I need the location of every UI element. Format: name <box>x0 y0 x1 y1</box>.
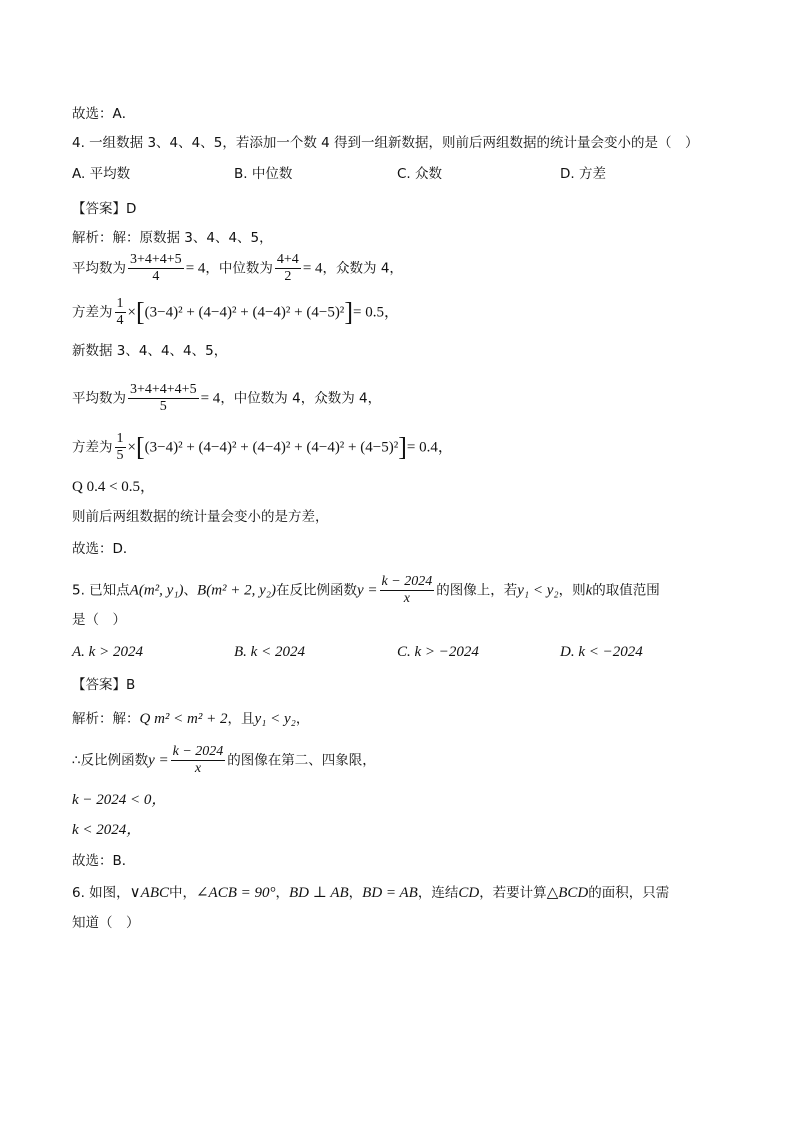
question-5-stem-cont: 是（ ） <box>72 612 126 628</box>
numerator: k − 2024 <box>381 574 433 589</box>
q5-option-d: D. k < −2024 <box>560 644 643 660</box>
text: 的图像在第二、四象限， <box>227 752 376 769</box>
q4-solution-line-2 <box>72 252 403 285</box>
q5-option-a: A. k > 2024 <box>72 644 143 660</box>
text: ，众数为 4， <box>322 260 403 277</box>
q4-option-a: A. 平均数 <box>72 166 131 182</box>
text: 6. 如图， <box>72 885 130 901</box>
denominator: 5 <box>116 448 124 464</box>
text: 平均数为 <box>72 390 126 407</box>
text: 的面积，只需 <box>588 885 670 901</box>
denominator: x <box>194 761 202 777</box>
q4-answer: 【答案】D <box>72 201 137 217</box>
math: Q m² < m² + 2 <box>139 711 228 727</box>
math: BD = AB <box>362 885 418 901</box>
numerator: 3+4+4+5 <box>130 252 182 267</box>
inequality: y₁ < y₂ <box>517 582 559 599</box>
math: BD ⊥ AB <box>289 885 349 901</box>
q5-solution-line-4: k < 2024， <box>72 822 142 838</box>
text: 解析：解： <box>72 711 140 727</box>
equals: = 4 <box>185 260 206 277</box>
denominator: 2 <box>284 269 292 285</box>
function-lhs: y = <box>148 752 169 769</box>
q4-option-c: C. 众数 <box>397 166 443 182</box>
q5-solution-line-5: 故选：B． <box>72 853 136 869</box>
text: ∴反比例函数 <box>72 752 149 769</box>
numerator: 1 <box>116 431 124 446</box>
text: ， <box>348 885 363 901</box>
text: 平均数为 <box>72 260 126 277</box>
q5-option-c: C. k > −2024 <box>397 644 479 660</box>
fraction <box>115 296 126 329</box>
numerator: k − 2024 <box>172 744 224 759</box>
q4-solution-line-1: 解析：解：原数据 3、4、4、5， <box>72 230 273 246</box>
text: ，则 <box>558 582 586 599</box>
text: 方差为 <box>72 304 113 321</box>
text: 的图像上，若 <box>436 582 518 599</box>
math: ∠ACB = 90° <box>195 885 276 901</box>
denominator: 4 <box>152 269 160 285</box>
variance-body: (3−4)² + (4−4)² + (4−4)² + (4−5)² <box>144 304 345 321</box>
q4-solution-line-7: Q 0.4 < 0.5， <box>72 479 156 495</box>
q5-option-b: B. k < 2024 <box>234 644 305 660</box>
text: ，且 <box>227 711 255 727</box>
math: ∨ABC <box>129 885 169 901</box>
text: ，中位数为 <box>205 260 273 277</box>
variance-result: = 0.5， <box>352 304 399 321</box>
numerator: 3+4+4+4+5 <box>130 382 197 397</box>
q4-solution-line-3: 方差为 $\frac{1}{4}$ ×[(3−4)² + (4−4)² + (4−4)² + (4−5)²]= 0.5， <box>72 296 399 329</box>
fraction <box>171 744 226 777</box>
equals: = 4 <box>302 260 323 277</box>
text: ，中位数为 4，众数为 4， <box>220 390 382 407</box>
text: 中， <box>168 885 196 901</box>
question-4-stem: 4. 一组数据 3、4、4、5，若添加一个数 4 得到一组新数据，则前后两组数据的统计量会变小的是（ ） <box>72 135 699 151</box>
q5-solution-line-3: k − 2024 < 0， <box>72 792 167 808</box>
math: △BCD <box>546 885 589 901</box>
q4-option-d: D. 方差 <box>560 166 606 182</box>
q5-answer: 【答案】B <box>72 677 136 693</box>
text: ， <box>275 885 290 901</box>
fraction <box>275 252 301 285</box>
text: 在反比例函数 <box>276 582 358 599</box>
text: 、 <box>183 582 198 599</box>
equals: = 4 <box>200 390 221 407</box>
text: ，若要计算 <box>479 885 547 901</box>
q4-solution-line-5 <box>72 382 381 415</box>
q4-solution-line-9: 故选：D． <box>72 541 137 557</box>
q4-solution-line-4: 新数据 3、4、4、4、5， <box>72 343 228 359</box>
q5-solution-line-1: 解析：解：Q m² < m² + 2，且y₁ < y₂， <box>72 711 310 727</box>
variance-body: (3−4)² + (4−4)² + (4−4)² + (4−4)² + (4−5)² <box>144 439 399 456</box>
math: y₁ < y₂ <box>254 711 296 727</box>
function-lhs: y = <box>357 582 378 599</box>
fraction <box>128 382 199 415</box>
q4-option-b: B. 中位数 <box>234 166 293 182</box>
question-6-stem-cont: 知道（ ） <box>72 915 140 931</box>
point-b: B(m² + 2, y₂) <box>197 582 277 599</box>
math: CD <box>458 885 480 901</box>
numerator: 4+4 <box>276 252 299 267</box>
denominator: 5 <box>159 399 167 415</box>
denominator: 4 <box>116 313 124 329</box>
question-6-stem <box>72 886 669 901</box>
prev-answer-line: 故选：A． <box>72 106 136 122</box>
q4-solution-line-6: 方差为 $\frac{1}{5}$ ×[(3−4)² + (4−4)² + (4−4)² + (4−4)² + (4−5)²]= 0.4， <box>72 431 453 464</box>
q5-solution-line-2 <box>72 744 376 777</box>
question-5-stem <box>72 574 660 607</box>
text: 方差为 <box>72 439 113 456</box>
text: 5. 已知点 <box>72 582 130 599</box>
fraction <box>115 431 126 464</box>
text: ，连结 <box>417 885 459 901</box>
q4-solution-line-8: 则前后两组数据的统计量会变小的是方差， <box>72 509 329 525</box>
point-a: A(m², y₁) <box>129 582 184 599</box>
fraction <box>380 574 435 607</box>
k-variable: k <box>585 582 593 599</box>
fraction <box>128 252 184 285</box>
denominator: x <box>403 591 410 607</box>
variance-result: = 0.4， <box>406 439 453 456</box>
numerator: 1 <box>116 296 124 311</box>
text: 的取值范围 <box>592 582 660 599</box>
